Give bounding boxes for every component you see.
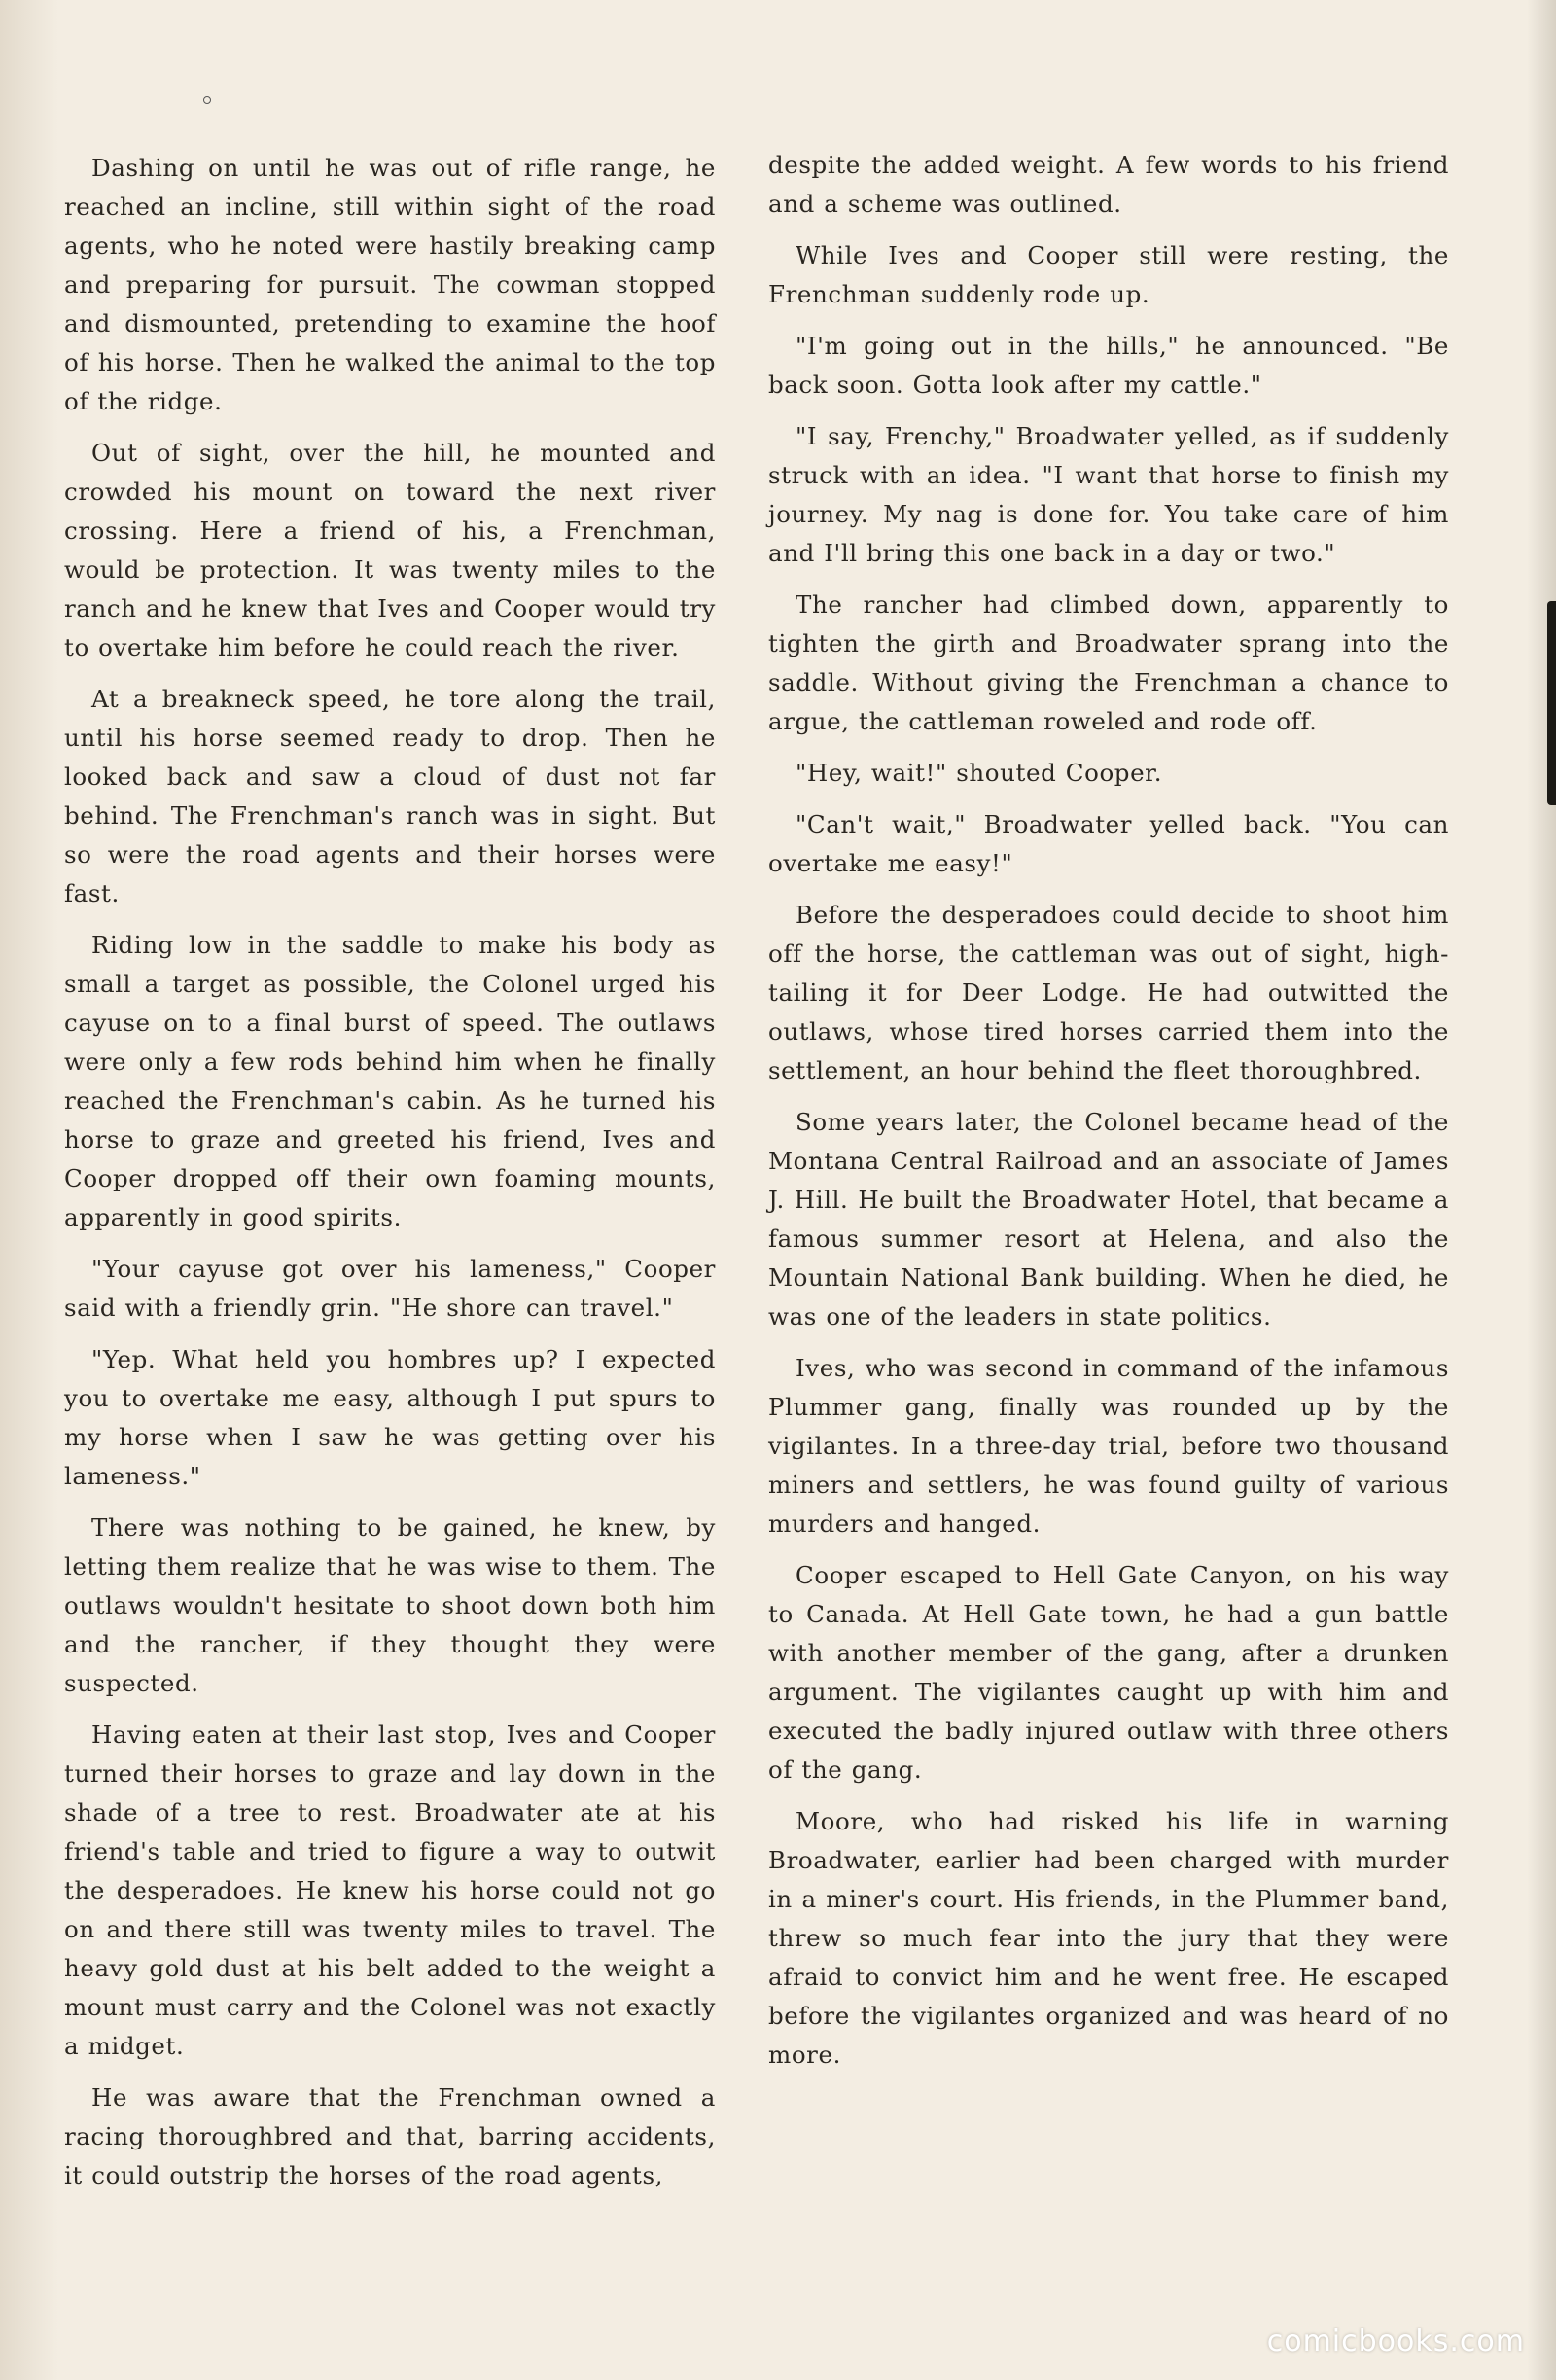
paragraph: "Can't wait," Broadwater yelled back. "You can overtake me easy!" <box>768 810 1449 877</box>
paragraph: Out of sight, over the hill, he mounted and crowded his mount on toward the next river crossing. Here a friend of his, a Frenchman, would be protection. It was twenty miles to the ranch and he knew that Ives and Cooper would try to overtake him before he could reach the river. <box>64 439 716 661</box>
page-dot-mark <box>203 96 211 104</box>
watermark-text: comicbooks.com <box>1266 2325 1525 2359</box>
paragraph: While Ives and Cooper still were resting, the Frenchman suddenly rode up. <box>768 241 1449 308</box>
paragraph: Some years later, the Colonel became head of the Montana Central Railroad and an associate of James J. Hill. He built the Broadwater Hotel, that became a famous summer resort at Helena, and also the Mountain National Bank building. When he died, he was one of the leaders in state politics. <box>768 1108 1449 1331</box>
paragraph: "Hey, wait!" shouted Cooper. <box>796 759 1163 787</box>
paragraph: Ives, who was second in command of the infamous Plummer gang, finally was rounded up by the vigilantes. In a three-day trial, before two thousand miners and settlers, he was found guilty of various murders and hanged. <box>768 1354 1449 1538</box>
paragraph: Moore, who had risked his life in warning Broadwater, earlier had been charged with murder in a miner's court. His friends, in the Plummer band, threw so much fear into the jury that they were afraid to convict him and he went free. He escaped before the vigilantes organized and was heard of no more. <box>768 1807 1449 2069</box>
paragraph: Riding low in the saddle to make his body as small a target as possible, the Colonel urged his cayuse on to a final burst of speed. The outlaws were only a few rods behind him when he finally reached the Frenchman's cabin. As he turned his horse to graze and greeted his friend, Ives and Cooper dropped off their own foaming mounts, apparently in good spirits. <box>64 931 716 1231</box>
paragraph: Having eaten at their last stop, Ives and Cooper turned their horses to graze and lay down in the shade of a tree to rest. Broadwater ate at his friend's table and tried to figure a way to outwit the desperadoes. He knew his horse could not go on and there still was twenty miles to travel. The heavy gold dust at his belt added to the weight a mount must carry and the Colonel was not exactly a midget. <box>64 1721 716 2060</box>
paragraph: Dashing on until he was out of rifle range, he reached an incline, still within sight of the road agents, who he noted were hastily breaking camp and preparing for pursuit. The cowman stopped and dismounted, pretending to examine the hoof of his horse. Then he walked the animal to the top of the ridge. <box>64 154 716 415</box>
paragraph: "I'm going out in the hills," he announced. "Be back soon. Gotta look after my cattle." <box>768 332 1449 399</box>
paragraph: despite the added weight. A few words to his friend and a scheme was outlined. <box>768 151 1449 218</box>
right-text-column <box>768 146 1449 2087</box>
paragraph: "I say, Frenchy," Broadwater yelled, as if suddenly struck with an idea. "I want that horse to finish my journey. My nag is done for. You take care of him and I'll bring this one back in a day or two." <box>768 422 1449 567</box>
paragraph: The rancher had climbed down, apparently to tighten the girth and Broadwater sprang into the saddle. Without giving the Frenchman a chance to argue, the cattleman roweled and rode off. <box>768 590 1449 735</box>
left-text-column <box>64 149 716 2208</box>
paragraph: Cooper escaped to Hell Gate Canyon, on his way to Canada. At Hell Gate town, he had a gun battle with another member of the gang, after a drunken argument. The vigilantes caught up with him and executed the badly injured outlaw with three others of the gang. <box>768 1561 1449 1784</box>
paragraph: He was aware that the Frenchman owned a racing thoroughbred and that, barring accidents, it could outstrip the horses of the road agents, <box>64 2083 716 2189</box>
paragraph: "Your cayuse got over his lameness," Cooper said with a friendly grin. "He shore can travel." <box>64 1255 716 1322</box>
paragraph: There was nothing to be gained, he knew, by letting them realize that he was wise to them. The outlaws wouldn't hesitate to shoot down both him and the rancher, if they thought they were suspected. <box>64 1513 716 1697</box>
binding-edge-mark <box>1547 601 1556 805</box>
paragraph: "Yep. What held you hombres up? I expected you to overtake me easy, although I put spurs to my horse when I saw he was getting over his lameness." <box>64 1345 716 1490</box>
paragraph: Before the desperadoes could decide to shoot him off the horse, the cattleman was out of sight, high-tailing it for Deer Lodge. He had outwitted the outlaws, whose tired horses carried them into the settlement, an hour behind the fleet thoroughbred. <box>768 901 1449 1084</box>
paragraph: At a breakneck speed, he tore along the trail, until his horse seemed ready to drop. Then he looked back and saw a cloud of dust not far behind. The Frenchman's ranch was in sight. But so were the road agents and their horses were fast. <box>64 685 716 907</box>
